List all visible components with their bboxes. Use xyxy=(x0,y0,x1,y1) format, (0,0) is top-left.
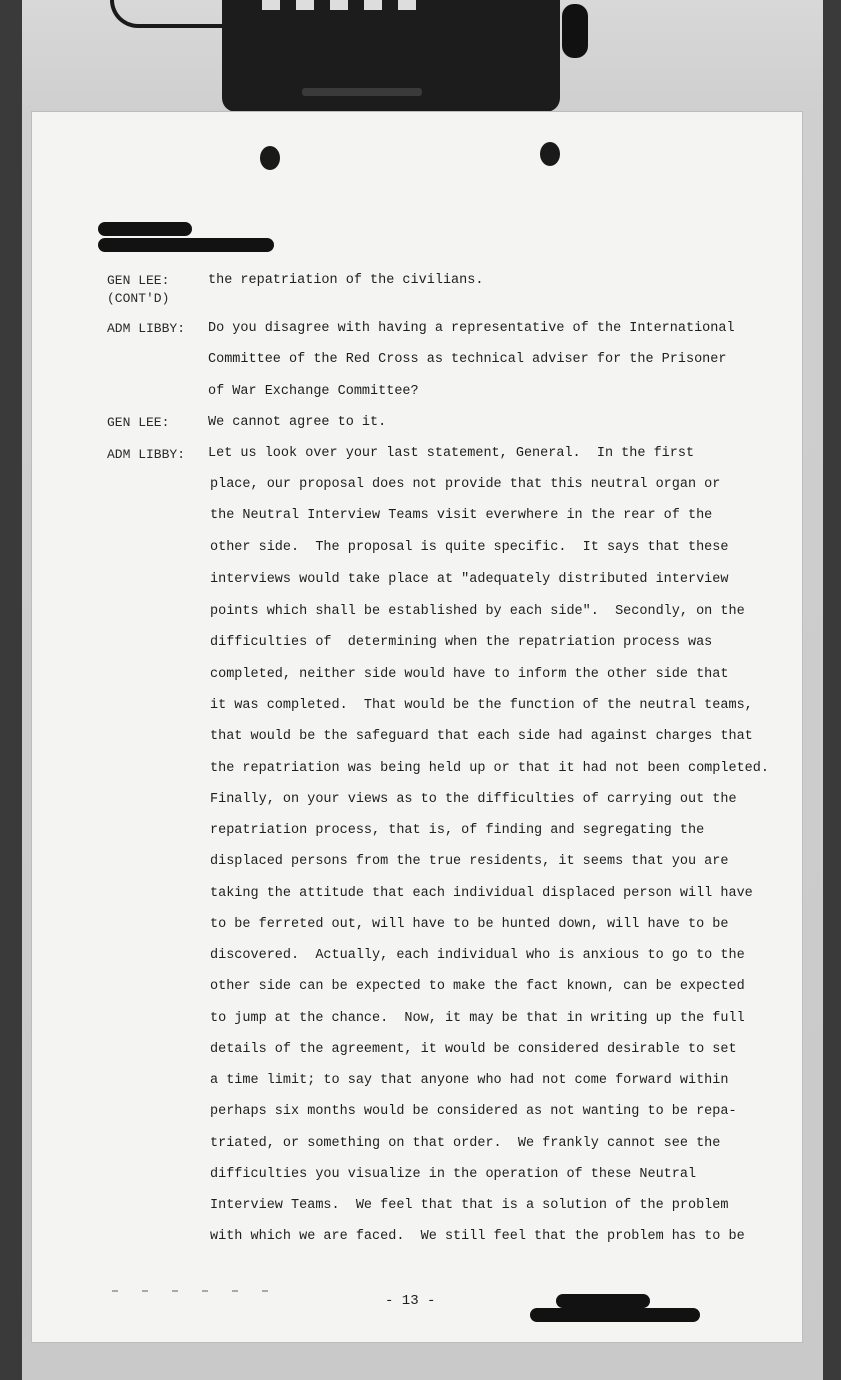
transcript-line: that would be the safeguard that each side had against charges that xyxy=(210,729,753,744)
transcript-line: Committee of the Red Cross as technical adviser for the Prisoner xyxy=(208,352,727,367)
redaction-bar xyxy=(98,238,274,252)
transcript-line: to be ferreted out, will have to be hunted down, will have to be xyxy=(210,917,729,932)
transcript-line: Finally, on your views as to the difficulties of carrying out the xyxy=(210,792,737,807)
transcript-line: Do you disagree with having a representative of the International xyxy=(208,321,735,336)
transcript-line: to jump at the chance. Now, it may be that in writing up the full xyxy=(210,1011,745,1026)
speaker-label: ADM LIBBY: xyxy=(107,447,186,462)
transcript-line: perhaps six months would be considered as not wanting to be repa- xyxy=(210,1104,737,1119)
speaker-label: GEN LEE: xyxy=(107,415,170,430)
clip-knob xyxy=(562,4,588,58)
transcript-line: We cannot agree to it. xyxy=(208,415,387,430)
transcript-line: the repatriation of the civilians. xyxy=(208,273,484,288)
transcript-line: details of the agreement, it would be considered desirable to set xyxy=(210,1042,737,1057)
speaker-continued-label: (CONT'D) xyxy=(107,291,170,306)
transcript-line: the repatriation was being held up or that it had not been completed. xyxy=(210,761,769,776)
redaction-bar xyxy=(98,222,192,236)
speaker-label: ADM LIBBY: xyxy=(107,321,186,336)
transcript-line: a time limit; to say that anyone who had not come forward within xyxy=(210,1073,729,1088)
transcript-line: it was completed. That would be the function of the neutral teams, xyxy=(210,698,753,713)
redaction-bar xyxy=(530,1308,700,1322)
transcript-line: triated, or something on that order. We frankly cannot see the xyxy=(210,1136,721,1151)
binder-clip xyxy=(222,0,560,112)
transcript-line: of War Exchange Committee? xyxy=(208,384,419,399)
transcript-line: displaced persons from the true residents, it seems that you are xyxy=(210,854,729,869)
transcript-line: completed, neither side would have to inform the other side that xyxy=(210,667,729,682)
transcript-line: Let us look over your last statement, General. In the first xyxy=(208,446,695,461)
page-number: - 13 - xyxy=(385,1293,436,1309)
transcript-line: with which we are faced. We still feel that the problem has to be xyxy=(210,1229,745,1244)
transcript-line: repatriation process, that is, of finding and segregating the xyxy=(210,823,705,838)
punch-hole-right xyxy=(540,142,560,166)
scan-border-left xyxy=(0,0,22,1380)
transcript-line: place, our proposal does not provide that this neutral organ or xyxy=(210,477,721,492)
transcript-line: the Neutral Interview Teams visit everwhere in the rear of the xyxy=(210,508,713,523)
transcript-line: taking the attitude that each individual displaced person will have xyxy=(210,886,753,901)
speaker-label: GEN LEE: xyxy=(107,273,170,288)
transcript-line: Interview Teams. We feel that that is a solution of the problem xyxy=(210,1198,729,1213)
clip-wire xyxy=(110,0,234,28)
transcript-line: points which shall be established by each side". Secondly, on the xyxy=(210,604,745,619)
clip-teeth xyxy=(262,0,432,10)
transcript-line: difficulties you visualize in the operation of these Neutral xyxy=(210,1167,697,1182)
transcript-line: difficulties of determining when the repatriation process was xyxy=(210,635,713,650)
redaction-bar xyxy=(556,1294,650,1308)
punch-hole-left xyxy=(260,146,280,170)
scan-marks xyxy=(112,1290,292,1292)
scan-border-right xyxy=(823,0,841,1380)
transcript-line: discovered. Actually, each individual who is anxious to go to the xyxy=(210,948,745,963)
transcript-line: other side can be expected to make the fact known, can be expected xyxy=(210,979,745,994)
clip-slot xyxy=(302,88,422,96)
transcript-line: other side. The proposal is quite specific. It says that these xyxy=(210,540,729,555)
transcript-line: interviews would take place at "adequately distributed interview xyxy=(210,572,729,587)
